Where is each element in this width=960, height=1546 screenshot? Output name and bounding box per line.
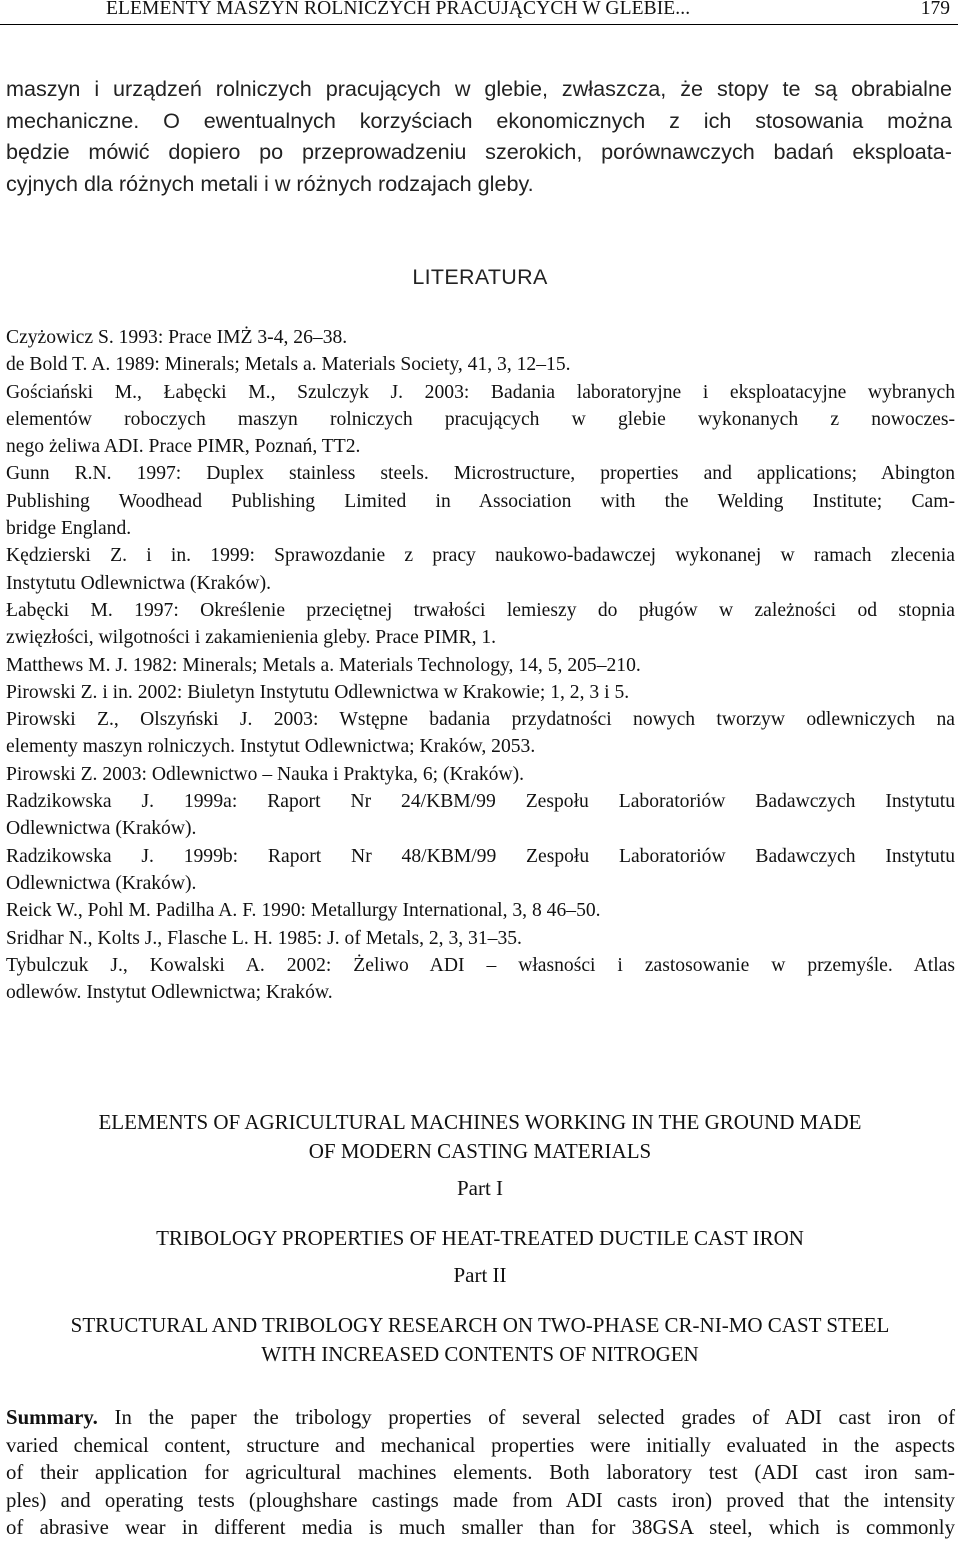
reference-item xyxy=(6,706,955,761)
reference-item xyxy=(6,351,955,378)
reference-line: Pirowski Z. 2003: Odlewnictwo – Nauka i Praktyka, 6; (Kraków). xyxy=(6,763,525,785)
summary-line: of abrasive wear in different media is much smaller than for 38GSA steel, which is commonly xyxy=(6,1516,955,1539)
summary-line: ples) and operating tests (ploughshare castings made from ADI casts iron) proved that the intensity xyxy=(6,1488,955,1512)
intro-line: cyjnych dla różnych metali i w różnych rodzajach gleby. xyxy=(6,170,534,196)
reference-line: Sridhar N., Kolts J., Flasche L. H. 1985: J. of Metals, 2, 3, 31–35. xyxy=(6,927,522,949)
reference-line: elementy maszyn rolniczych. Instytut Odlewnictwa; Kraków, 2053. xyxy=(6,736,536,758)
reference-line: elementów roboczych maszyn rolniczych pracujących w glebie wykonanych z nowoczes- xyxy=(6,408,955,430)
summary-line xyxy=(6,1404,955,1432)
page-number: 179 xyxy=(920,0,950,19)
reference-line: Reick W., Pohl M. Padilha A. F. 1990: Metallurgy International, 3, 8 46–50. xyxy=(6,900,601,922)
running-header xyxy=(0,0,958,25)
reference-line: Instytutu Odlewnictwa (Kraków). xyxy=(6,572,271,594)
running-header-title: ELEMENTY MASZYN ROLNICZYCH PRACUJĄCYCH W GLEBIE... xyxy=(106,0,691,19)
reference-line: Odlewnictwa (Kraków). xyxy=(6,818,197,840)
summary-first-line-text: In the paper the tribology properties of several selected grades of ADI cast iron of xyxy=(97,1406,955,1429)
english-title-line: OF MODERN CASTING MATERIALS xyxy=(308,1138,652,1163)
intro-line: maszyn i urządzeń rolniczych pracujących w glebie, zwłaszcza, że stopy te są obrabialne xyxy=(6,76,952,101)
reference-line: zwięzłości, wilgotności i zakamienienia gleby. Prace PIMR, 1. xyxy=(6,627,497,649)
intro-line: będzie mówić dopiero po przeprowadzeniu szerokich, porównawczych badań eksploata- xyxy=(6,139,952,164)
reference-line: Tybulczuk J., Kowalski A. 2002: Żeliwo ADI – własności i zastosowanie w przemyśle. Atlas xyxy=(6,954,955,976)
reference-item xyxy=(6,379,955,461)
reference-item xyxy=(6,679,955,706)
reference-line: Czyżowicz S. 1993: Prace IMŻ 3-4, 26–38. xyxy=(6,327,348,348)
reference-line: Pirowski Z., Olszyński J. 2003: Wstępne badania przydatności nowych tworzyw odlewniczych na xyxy=(6,709,955,731)
reference-item xyxy=(6,542,955,597)
reference-line: Łabęcki M. 1997: Określenie przeciętnej trwałości lemieszy do pługów w zależności od stopnia xyxy=(6,599,955,621)
reference-line: Radzikowska J. 1999b: Raport Nr 48/KBM/99 Zespołu Laboratoriów Badawczych Instytutu xyxy=(6,845,955,867)
reference-line: Radzikowska J. 1999a: Raport Nr 24/KBM/99 Zespołu Laboratoriów Badawczych Instytutu xyxy=(6,791,955,813)
part-two-title xyxy=(0,1311,960,1368)
reference-item xyxy=(6,652,955,679)
reference-item xyxy=(6,952,955,1007)
reference-item xyxy=(6,761,955,788)
reference-item xyxy=(6,324,955,351)
reference-line: bridge England. xyxy=(6,518,132,540)
reference-item xyxy=(6,788,955,843)
part-one-title: TRIBOLOGY PROPERTIES OF HEAT-TREATED DUCTILE CAST IRON xyxy=(156,1226,804,1250)
intro-paragraph xyxy=(6,73,952,199)
reference-line: Gościański M., Łabęcki M., Szulczyk J. 2003: Badania laboratoryjne i eksploatacyjne wybranych xyxy=(6,381,955,403)
part-two-title-line: WITH INCREASED CONTENTS OF NITROGEN xyxy=(261,1341,699,1366)
intro-line: mechaniczne. O ewentualnych korzyściach ekonomicznych z ich stosowania można xyxy=(6,107,952,133)
summary-paragraph xyxy=(6,1404,955,1542)
reference-line: Matthews M. J. 1982: Minerals; Metals a. Materials Technology, 14, 5, 205–210. xyxy=(6,654,641,676)
reference-line: Publishing Woodhead Publishing Limited in Association with the Welding Institute; Cam- xyxy=(6,490,955,512)
reference-line: de Bold T. A. 1989: Minerals; Metals a. Materials Society, 41, 3, 12–15. xyxy=(6,354,571,376)
reference-line: odlewów. Instytut Odlewnictwa; Kraków. xyxy=(6,982,333,1004)
reference-line: nego żeliwa ADI. Prace PIMR, Poznań, TT2. xyxy=(6,436,361,458)
english-title-line: ELEMENTS OF AGRICULTURAL MACHINES WORKING IN THE GROUND MADE xyxy=(98,1110,862,1134)
summary-label: Summary. xyxy=(6,1406,98,1429)
summary-line: of their application for agricultural machines elements. Both laboratory test (ADI cast iron sam- xyxy=(6,1461,955,1484)
part-one-label: Part I xyxy=(456,1176,504,1200)
summary-line: varied chemical content, structure and mechanical properties were initially evaluated in the aspects xyxy=(6,1433,955,1457)
part-two-title-line: STRUCTURAL AND TRIBOLOGY RESEARCH ON TWO-PHASE CR-NI-MO CAST STEEL xyxy=(70,1313,890,1337)
reference-line: Gunn R.N. 1997: Duplex stainless steels. Microstructure, properties and applications; Abington xyxy=(6,463,955,485)
reference-line: Pirowski Z. i in. 2002: Biuletyn Instytutu Odlewnictwa w Krakowie; 1, 2, 3 i 5. xyxy=(6,681,630,703)
reference-line: Kędzierski Z. i in. 1999: Sprawozdanie z pracy naukowo-badawczej wykonanej w ramach zlecenia xyxy=(6,545,955,567)
reference-line: Odlewnictwa (Kraków). xyxy=(6,872,197,894)
reference-item xyxy=(6,597,955,652)
reference-item xyxy=(6,925,955,952)
reference-item xyxy=(6,460,955,542)
part-two-label: Part II xyxy=(453,1263,507,1287)
reference-list xyxy=(6,324,955,1006)
reference-item xyxy=(6,897,955,924)
english-title xyxy=(0,1108,960,1165)
literature-heading: LITERATURA xyxy=(412,265,548,289)
reference-item xyxy=(6,843,955,898)
